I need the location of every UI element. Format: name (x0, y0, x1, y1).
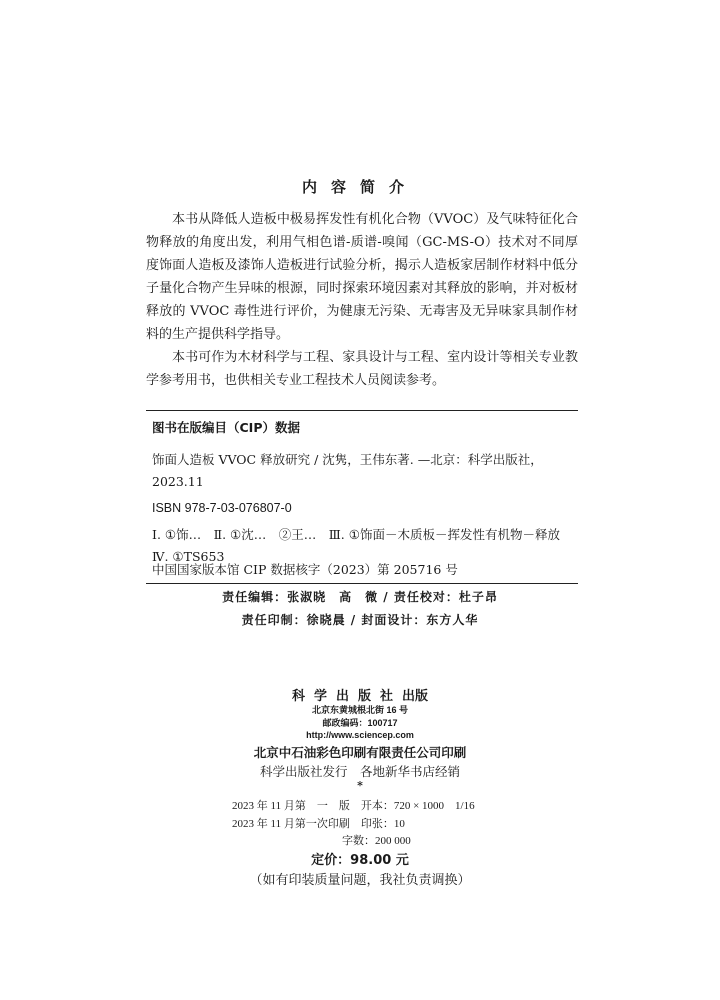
price: 定价：98.00 元 (311, 853, 409, 868)
publisher-postcode: 邮政编码：100717 (322, 718, 398, 728)
publisher-address: 北京东黄城根北街 16 号 (311, 705, 408, 715)
word-count: 字数：200 000 (342, 835, 411, 847)
separator-star: * (357, 779, 363, 792)
cip-description: 饰面人造板 VVOC 释放研究 / 沈隽，王伟东著. —北京：科学出版社，2023.11 (152, 452, 543, 489)
distribution: 科学出版社发行 各地新华书店经销 (259, 764, 460, 779)
publisher-website: http://www.sciencep.com (306, 730, 414, 740)
publisher-suffix: 出版 (402, 689, 429, 704)
printing-line: 2023 年 11 月第一次印刷 印张：10 (232, 818, 405, 830)
printer: 北京中石油彩色印刷有限责任公司印刷 (253, 745, 467, 760)
cip-verification: 中国国家版本馆 CIP 数据核字（2023）第 205716 号 (152, 562, 458, 577)
intro-paragraph: 本书可作为木材科学与工程、家具设计与工程、室内设计等相关专业教学参考用书，也供相关专业工程技术人员阅读参考。 (146, 350, 578, 388)
intro-body (146, 208, 578, 392)
publisher-name: 科学出版社 (291, 689, 402, 704)
cip-isbn: ISBN 978-7-03-076807-0 (152, 501, 292, 515)
staff-line-editors: 责任编辑：张淑晓 高 微 / 责任校对：杜子昂 (222, 590, 498, 604)
staff-line-design: 责任印制：徐晓晨 / 封面设计：东方人华 (241, 613, 479, 627)
publisher-line (0, 685, 720, 704)
edition-line: 2023 年 11 月第 一 版 开本：720 × 1000 1/16 (232, 800, 475, 812)
intro-paragraph: 本书从降低人造板中极易挥发性有机化合物（VVOC）及气味特征化合物释放的角度出发，利用气相色谱-质谱-嗅闻（GC-MS-O）技术对不同厚度饰面人造板及漆饰人造板进行试验分析，揭示人造板家居制作材料中低分子量化合物产生异味的根源，同时探索环境因素对其释放的影响，并对板材释放的 VVOC 毒性进行评价，为健康无污染、无毒害及无异味家具制作材料的生产提供科学指导。 (146, 212, 578, 342)
intro-title: 内容简介 (301, 178, 418, 196)
cip-heading: 图书在版编目（CIP）数据 (152, 420, 300, 435)
cip-classification: Ⅰ. ①饰… Ⅱ. ①沈… ②王… Ⅲ. ①饰面－木质板－挥发性有机物－释放 Ⅳ. ①TS653 (152, 527, 573, 564)
cip-block (146, 410, 578, 584)
quality-notice: （如有印装质量问题，我社负责调换） (249, 873, 471, 888)
